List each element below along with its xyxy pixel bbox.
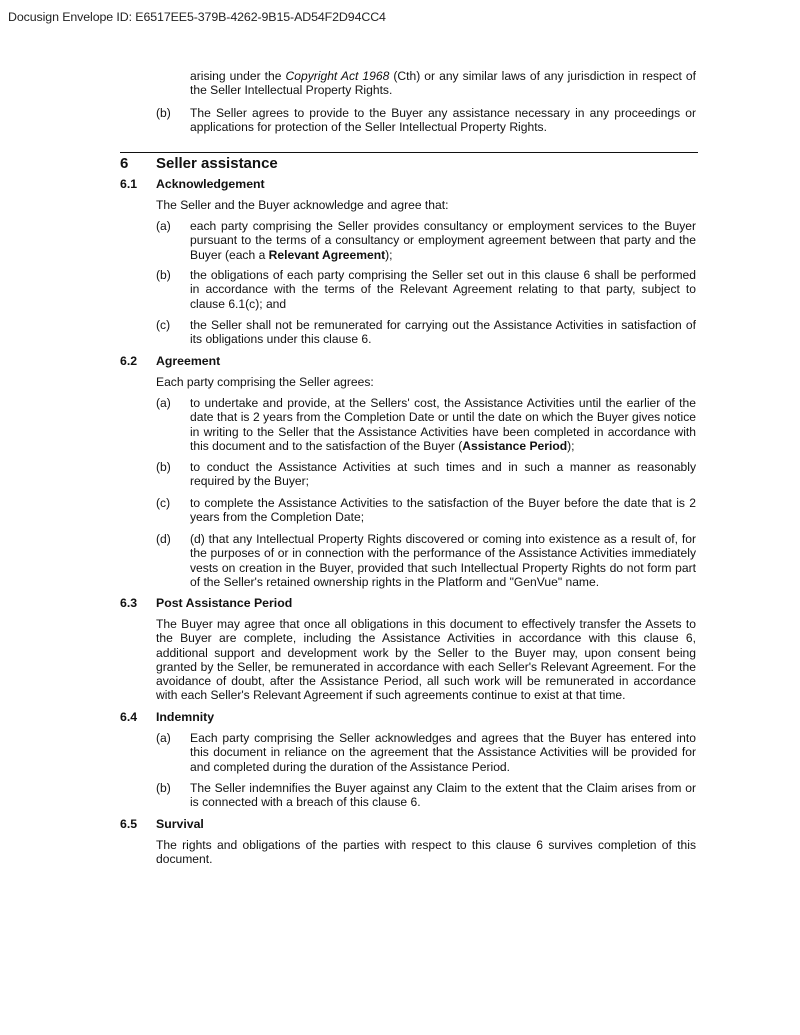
item-text: to conduct the Assistance Activities at such times and in such a manner as reasonably required by the Buyer; <box>190 460 696 489</box>
item-label: (b) <box>156 106 171 120</box>
clause-6-2-item-c <box>156 496 696 525</box>
clause-5-item-b <box>156 106 696 135</box>
clause-title: Acknowledgement <box>156 177 265 191</box>
clause-6-3-text: The Buyer may agree that once all obligations in this document to effectively transfer the Assets to the Buyer are complete, including the Assistance Activities in accordance with this clause 6, additional support and development work by the Seller to the Buyer may, upon consent being granted by the Seller, be remunerated in accordance with each Seller's Relevant Agreement. For the avoidance of doubt, after the Assistance Period, all such work will be remunerated in accordance with each Seller's Relevant Agreement if such agreements continue to exist at that time. <box>156 617 696 703</box>
item-text: Each party comprising the Seller acknowledges and agrees that the Buyer has entered into this document in reliance on the agreement that the Assistance Activities will be provided for and completed during the duration of the Assistance Period. <box>190 731 696 774</box>
clause-6-2-item-d <box>156 532 696 589</box>
clause-6-2-item-a <box>156 396 696 453</box>
clause-number: 6.1 <box>120 177 138 191</box>
clause-6-4-item-a <box>156 731 696 774</box>
section-title: Seller assistance <box>156 155 278 172</box>
item-label: (c) <box>156 318 171 332</box>
continuation-paragraph: arising under the Copyright Act 1968 (Cth) or any similar laws of any jurisdiction in respect of the Seller Intellectual Property Rights. <box>190 69 697 98</box>
item-label: (a) <box>156 219 171 233</box>
section-number: 6 <box>120 155 129 172</box>
item-label: (b) <box>156 268 171 282</box>
item-label: (c) <box>156 496 171 510</box>
clause-6-2-lead: Each party comprising the Seller agrees: <box>156 375 374 389</box>
item-text: each party comprising the Seller provides consultancy or employment services to the Buyer pursuant to the terms of a consultancy or employment agreement between that party and the Buyer (each a Relevant Agreement); <box>190 219 696 262</box>
item-text: the Seller shall not be remunerated for carrying out the Assistance Activities in satisfaction of its obligations under this clause 6. <box>190 318 696 347</box>
item-text: The Seller agrees to provide to the Buyer any assistance necessary in any proceedings or applications for protection of the Seller Intellectual Property Rights. <box>190 106 696 135</box>
docusign-envelope-id: Docusign Envelope ID: E6517EE5-379B-4262-9B15-AD54F2D94CC4 <box>8 10 386 24</box>
clause-title: Agreement <box>156 354 221 368</box>
item-label: (a) <box>156 731 171 745</box>
clause-6-5-text: The rights and obligations of the parties with respect to this clause 6 survives completion of this document. <box>156 838 696 867</box>
section-6-heading <box>120 152 698 172</box>
clause-6-1-item-c <box>156 318 696 347</box>
item-text: to undertake and provide, at the Sellers' cost, the Assistance Activities until the earlier of the date that is 2 years from the Completion Date or until the date on which the Buyer gives notice in writing to the Seller that the Assistance Activities have been completed in accordance with this document and to the satisfaction of the Buyer (Assistance Period); <box>190 396 696 453</box>
clause-title: Post Assistance Period <box>156 596 293 610</box>
clause-number: 6.5 <box>120 817 138 831</box>
clause-title: Survival <box>156 817 204 831</box>
clause-number: 6.3 <box>120 596 138 610</box>
clause-6-1-item-b <box>156 268 696 311</box>
item-label: (a) <box>156 396 171 410</box>
item-label: (b) <box>156 781 171 795</box>
item-text: the obligations of each party comprising the Seller set out in this clause 6 shall be performed in accordance with the terms of the Relevant Agreement relating to that party, subject to clause 6.1(c); and <box>190 268 696 311</box>
clause-6-1-item-a <box>156 219 696 262</box>
clause-number: 6.4 <box>120 710 138 724</box>
item-label: (b) <box>156 460 171 474</box>
item-label: (d) <box>156 532 171 546</box>
clause-number: 6.2 <box>120 354 138 368</box>
clause-6-1-lead: The Seller and the Buyer acknowledge and agree that: <box>156 198 449 212</box>
item-text: to complete the Assistance Activities to the satisfaction of the Buyer before the date that is 2 years from the Completion Date; <box>190 496 696 525</box>
clause-6-2-item-b <box>156 460 696 489</box>
item-text: The Seller indemnifies the Buyer against any Claim to the extent that the Claim arises from or is connected with a breach of this clause 6. <box>190 781 696 810</box>
clause-6-4-item-b <box>156 781 696 810</box>
item-text: (d) that any Intellectual Property Rights discovered or coming into existence as a result of, for the purposes of or in connection with the performance of the Assistance Activities immediately vests on creation in the Buyer, provided that such Intellectual Property Rights do not form part of the Seller's retained ownership rights in the Platform and "GenVue" name. <box>190 532 696 589</box>
clause-title: Indemnity <box>156 710 215 724</box>
